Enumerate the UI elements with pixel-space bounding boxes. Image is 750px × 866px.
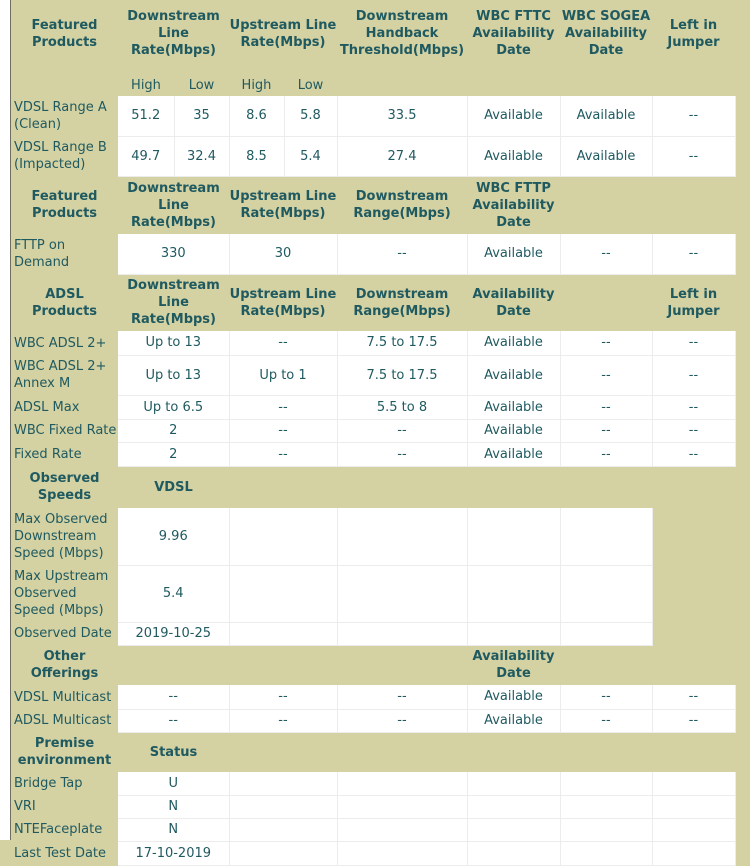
- header-handback-threshold: Downstream Handback Threshold(Mbps): [337, 0, 467, 75]
- availability-cell: Available: [467, 419, 560, 442]
- downstream-cell: Up to 13: [118, 331, 229, 355]
- vdsl-value-cell: 5.4: [118, 565, 229, 622]
- broadband-availability-panel: [11, 0, 736, 866]
- premise-header-row: [11, 732, 735, 772]
- header-premise-environment: Premise environment: [11, 732, 118, 772]
- header-featured-products: Featured Products: [11, 0, 118, 75]
- table-row: [11, 355, 735, 395]
- up-high-cell: 8.5: [229, 136, 284, 176]
- header-downstream-line-rate: Downstream Line Rate(Mbps): [118, 176, 229, 234]
- row-label: VDSL Multicast: [11, 685, 118, 709]
- jumper-cell: --: [652, 136, 735, 176]
- header-status: Status: [118, 732, 229, 772]
- row-label: WBC ADSL 2+: [11, 331, 118, 355]
- table-row: [11, 395, 735, 419]
- header-featured-products: Featured Products: [11, 176, 118, 234]
- jumper-cell: --: [652, 419, 735, 442]
- cell: --: [560, 709, 652, 732]
- up-low-cell: 5.4: [284, 136, 337, 176]
- subheader-down-low: Low: [174, 75, 229, 96]
- row-label: Last Test Date: [11, 841, 118, 865]
- cell: --: [652, 709, 735, 732]
- upstream-cell: 30: [229, 234, 337, 274]
- range-cell: --: [337, 234, 467, 274]
- subheader-down-high: High: [118, 75, 174, 96]
- cell: --: [652, 685, 735, 709]
- header-fttp-availability: WBC FTTP Availability Date: [467, 176, 560, 234]
- table-row: [11, 331, 735, 355]
- range-cell: 7.5 to 17.5: [337, 355, 467, 395]
- cell: --: [229, 709, 337, 732]
- header-vdsl: VDSL: [118, 466, 229, 508]
- row-label: Max Upstream Observed Speed (Mbps): [11, 565, 118, 622]
- cell: --: [337, 685, 467, 709]
- header-downstream-line-rate: Downstream Line Rate(Mbps): [118, 0, 229, 75]
- table-row: [11, 96, 735, 136]
- row-label: FTTP on Demand: [11, 234, 118, 274]
- jumper-cell: --: [652, 331, 735, 355]
- availability-cell: Available: [467, 395, 560, 419]
- upstream-cell: --: [229, 419, 337, 442]
- down-low-cell: 32.4: [174, 136, 229, 176]
- header-sogea-availability: WBC SOGEA Availability Date: [560, 0, 652, 75]
- empty-cell: --: [560, 355, 652, 395]
- observed-header-row: [11, 466, 735, 508]
- subheader-up-high: High: [229, 75, 284, 96]
- header-observed-speeds: Observed Speeds: [11, 466, 118, 508]
- header-availability-date: Availability Date: [467, 645, 560, 685]
- up-high-cell: 8.6: [229, 96, 284, 136]
- header-left-in-jumper: Left in Jumper: [652, 274, 735, 331]
- table-row: [11, 772, 735, 795]
- header-downstream-range: Downstream Range(Mbps): [337, 274, 467, 331]
- fttc-cell: Available: [467, 96, 560, 136]
- upstream-cell: --: [229, 395, 337, 419]
- cell: --: [118, 709, 229, 732]
- table-row: [11, 841, 735, 865]
- row-label: ADSL Max: [11, 395, 118, 419]
- availability-cell: Available: [467, 442, 560, 466]
- upstream-cell: --: [229, 331, 337, 355]
- fttc-cell: Available: [467, 136, 560, 176]
- availability-cell: Available: [467, 355, 560, 395]
- header-upstream-line-rate: Upstream Line Rate(Mbps): [229, 176, 337, 234]
- range-cell: 5.5 to 8: [337, 395, 467, 419]
- subheader-up-low: Low: [284, 75, 337, 96]
- empty-cell: --: [560, 234, 652, 274]
- down-low-cell: 35: [174, 96, 229, 136]
- empty-cell: --: [560, 442, 652, 466]
- sogea-cell: Available: [560, 136, 652, 176]
- row-label: WBC ADSL 2+ Annex M: [11, 355, 118, 395]
- row-label: VDSL Range B (Impacted): [11, 136, 118, 176]
- empty-cell: --: [560, 419, 652, 442]
- table-row: [11, 234, 735, 274]
- header-left-in-jumper: Left in Jumper: [652, 0, 735, 75]
- empty-cell: --: [652, 234, 735, 274]
- row-label: ADSL Multicast: [11, 709, 118, 732]
- table-row: [11, 622, 735, 645]
- table-row: [11, 795, 735, 818]
- table-row: [11, 508, 735, 565]
- empty-cell: --: [560, 395, 652, 419]
- availability-cell: Available: [467, 709, 560, 732]
- row-label: VDSL Range A (Clean): [11, 96, 118, 136]
- downstream-cell: Up to 6.5: [118, 395, 229, 419]
- sogea-cell: Available: [560, 96, 652, 136]
- row-label: Max Observed Downstream Speed (Mbps): [11, 508, 118, 565]
- cell: --: [560, 685, 652, 709]
- range-cell: --: [337, 442, 467, 466]
- status-cell: N: [118, 795, 229, 818]
- table-row: [11, 685, 735, 709]
- row-label: VRI: [11, 795, 118, 818]
- downstream-cell: 2: [118, 419, 229, 442]
- upstream-cell: Up to 1: [229, 355, 337, 395]
- status-cell: N: [118, 818, 229, 841]
- upstream-cell: --: [229, 442, 337, 466]
- jumper-cell: --: [652, 355, 735, 395]
- cell: --: [229, 685, 337, 709]
- threshold-cell: 33.5: [337, 96, 467, 136]
- cell: --: [337, 709, 467, 732]
- table-row: [11, 442, 735, 466]
- broadband-table: [11, 0, 736, 866]
- header-upstream-line-rate: Upstream Line Rate(Mbps): [229, 0, 337, 75]
- header-other-offerings: Other Offerings: [11, 645, 118, 685]
- vdsl-header-row: [11, 0, 735, 75]
- adsl-header-row: [11, 274, 735, 331]
- table-row: [11, 565, 735, 622]
- table-row: [11, 136, 735, 176]
- row-label: Bridge Tap: [11, 772, 118, 795]
- left-border: [0, 0, 11, 840]
- empty-cell: --: [560, 331, 652, 355]
- header-availability-date: Availability Date: [467, 274, 560, 331]
- downstream-cell: 330: [118, 234, 229, 274]
- fttp-header-row: [11, 176, 735, 234]
- status-cell: U: [118, 772, 229, 795]
- row-label: Observed Date: [11, 622, 118, 645]
- down-high-cell: 51.2: [118, 96, 174, 136]
- vdsl-value-cell: 2019-10-25: [118, 622, 229, 645]
- row-label: Fixed Rate: [11, 442, 118, 466]
- header-downstream-line-rate: Downstream Line Rate(Mbps): [118, 274, 229, 331]
- availability-cell: Available: [467, 331, 560, 355]
- status-cell: 17-10-2019: [118, 841, 229, 865]
- threshold-cell: 27.4: [337, 136, 467, 176]
- vdsl-subheader-row: [11, 75, 735, 96]
- header-downstream-range: Downstream Range(Mbps): [337, 176, 467, 234]
- row-label: WBC Fixed Rate: [11, 419, 118, 442]
- downstream-cell: Up to 13: [118, 355, 229, 395]
- downstream-cell: 2: [118, 442, 229, 466]
- jumper-cell: --: [652, 96, 735, 136]
- row-label: NTEFaceplate: [11, 818, 118, 841]
- table-row: [11, 709, 735, 732]
- jumper-cell: --: [652, 395, 735, 419]
- vdsl-value-cell: 9.96: [118, 508, 229, 565]
- header-fttc-availability: WBC FTTC Availability Date: [467, 0, 560, 75]
- availability-cell: Available: [467, 685, 560, 709]
- header-upstream-line-rate: Upstream Line Rate(Mbps): [229, 274, 337, 331]
- table-row: [11, 419, 735, 442]
- header-adsl-products: ADSL Products: [11, 274, 118, 331]
- range-cell: --: [337, 419, 467, 442]
- table-row: [11, 818, 735, 841]
- jumper-cell: --: [652, 442, 735, 466]
- range-cell: 7.5 to 17.5: [337, 331, 467, 355]
- other-header-row: [11, 645, 735, 685]
- availability-cell: Available: [467, 234, 560, 274]
- down-high-cell: 49.7: [118, 136, 174, 176]
- cell: --: [118, 685, 229, 709]
- up-low-cell: 5.8: [284, 96, 337, 136]
